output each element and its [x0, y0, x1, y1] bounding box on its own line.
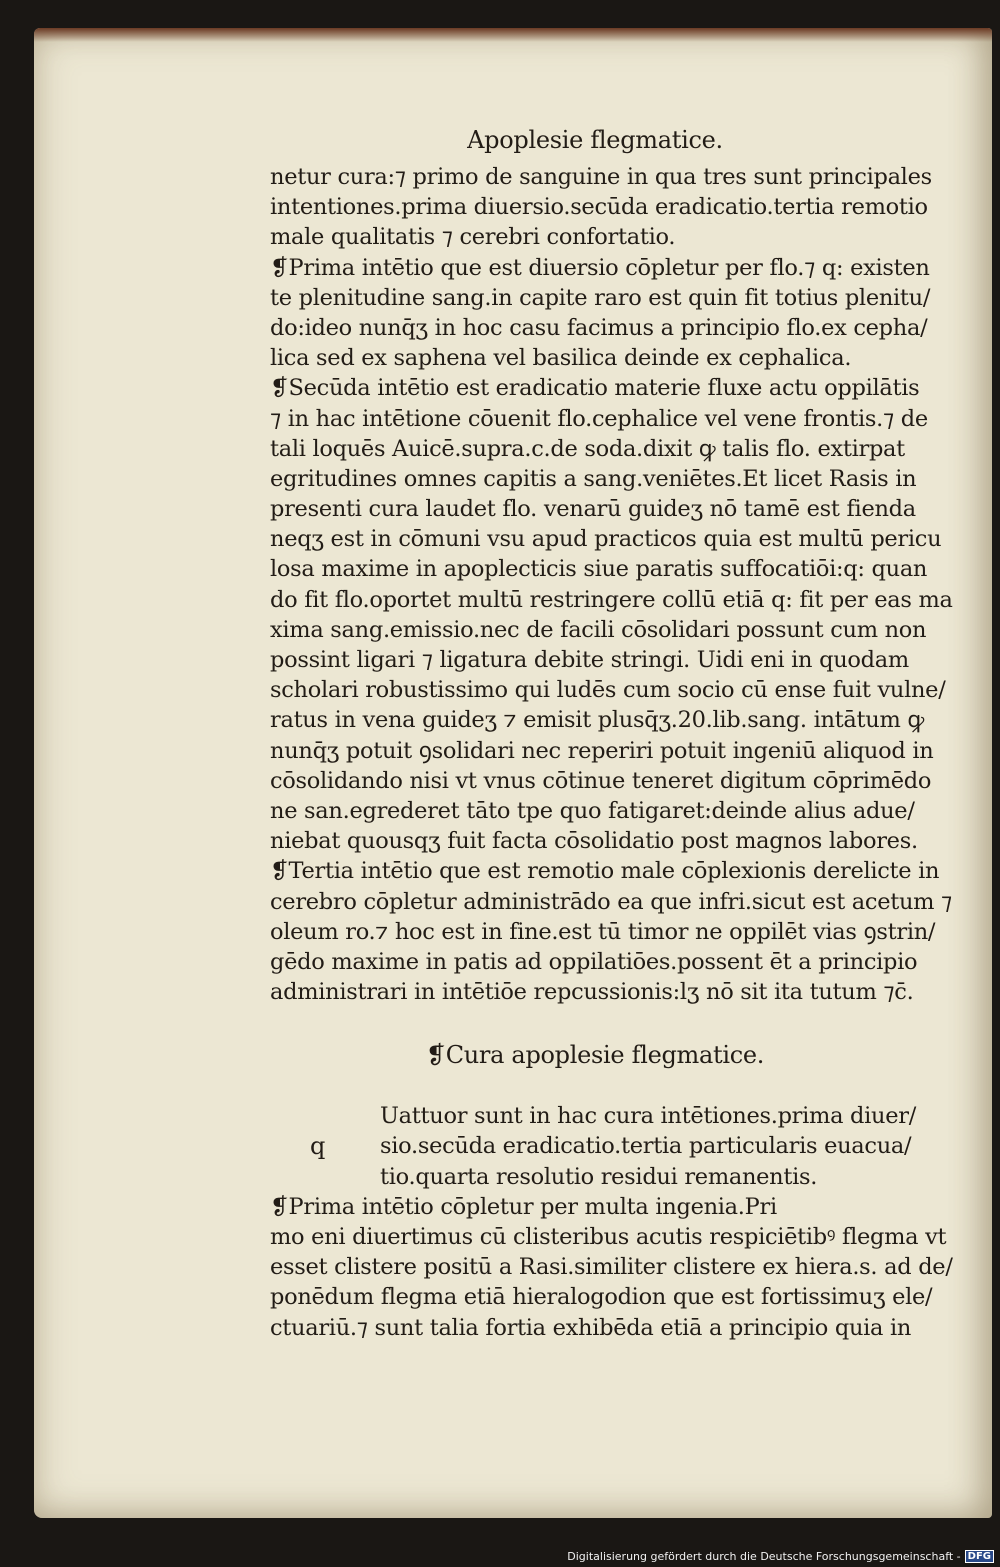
- text-line: oleum ro.⁊ hoc est in fine.est tū timor ne oppilēt vias ꝯstrin/: [270, 918, 936, 945]
- text-line: cōsolidando nisi vt vnus cōtinue teneret digitum cōprimēdo: [270, 767, 932, 794]
- text-line: ne san.egrederet tāto tpe quo fatigaret:deinde alius adue/: [270, 797, 915, 824]
- footer-credit: [567, 1550, 994, 1563]
- book-page: [34, 28, 992, 1518]
- text-line: neqʒ est in cōmuni vsu apud practicos quia est multū pericu: [270, 526, 942, 553]
- text-line: intentiones.prima diuersio.secūda eradicatio.tertia remotio: [270, 194, 928, 221]
- text-line: te plenitudine sang.in capite raro est quin fit totius plenitu/: [270, 284, 931, 311]
- text-line: do fit flo.oportet multū restringere collū etiā q: fit per eas ma: [270, 586, 953, 613]
- text-line: tio.quarta resolutio residui remanentis.: [380, 1163, 818, 1190]
- initial-letter: q: [310, 1132, 326, 1161]
- text-line: losa maxime in apoplecticis siue paratis suffocatiōi:q: quan: [270, 556, 928, 583]
- text-line: ⁊ in hac intētione cōuenit flo.cephalice vel vene frontis.⁊ de: [270, 405, 928, 432]
- text-line: scholari robustissimo qui ludēs cum socio cū ense fuit vulne/: [270, 677, 946, 704]
- text-line: cerebro cōpletur administrādo ea que infri.sicut est acetum ⁊: [270, 888, 952, 915]
- paragraph-2: [380, 1101, 960, 1192]
- text-line: netur cura:⁊ primo de sanguine in qua tres sunt principales: [270, 164, 932, 190]
- paragraph-3: [270, 1192, 960, 1343]
- text-line: ratus in vena guideʒ ⁊ emisit plusq̄ʒ.20.lib.sang. intātum ꝙ: [270, 707, 924, 734]
- text-line: Uattuor sunt in hac cura intētiones.prima diuer/: [380, 1103, 916, 1130]
- section-title: ❡Cura apoplesie flegmatice.: [425, 1041, 765, 1070]
- paragraph-1: [270, 162, 960, 1007]
- text-line: administrari in intētiōe repcussionis:lʒ nō sit ita tutum ⁊c̄.: [270, 979, 914, 1006]
- indented-paragraph: [270, 1101, 960, 1192]
- text-line: egritudines omnes capitis a sang.veniētes.Et licet Rasis in: [270, 465, 917, 492]
- text-line: possint ligari ⁊ ligatura debite stringi. Uidi eni in quodam: [270, 647, 909, 673]
- text-line: mo eni diuertimus cū clisteribus acutis respiciētibꝰ flegma vt: [270, 1224, 947, 1250]
- footer-text: Digitalisierung gefördert durch die Deutsche Forschungsgemeinschaft -: [567, 1550, 961, 1563]
- running-header: Apoplesie flegmatice.: [467, 126, 723, 154]
- text-line: ctuariū.⁊ sunt talia fortia exhibēda etiā a principio quia in: [270, 1314, 912, 1341]
- text-line: sio.secūda eradicatio.tertia particularis euacua/: [380, 1133, 912, 1160]
- text-line: lica sed ex saphena vel basilica deinde ex cephalica.: [270, 345, 852, 372]
- text-line: gēdo maxime in patis ad oppilatiōes.possent ēt a principio: [270, 948, 918, 975]
- text-line: niebat quousqʒ fuit facta cōsolidatio post magnos labores.: [270, 828, 918, 855]
- page-text-block: [270, 120, 960, 1343]
- text-line: ❡Secūda intētio est eradicatio materie fluxe actu oppilātis: [270, 375, 920, 402]
- text-line: esset clistere positū a Rasi.similiter clistere ex hiera.s. ad de/: [270, 1254, 953, 1281]
- text-line: male qualitatis ⁊ cerebri confortatio.: [270, 224, 676, 251]
- text-line: ❡Tertia intētio que est remotio male cōplexionis derelicte in: [270, 858, 940, 885]
- text-line: xima sang.emissio.nec de facili cōsolidari possunt cum non: [270, 616, 927, 643]
- text-line: nunq̄ʒ potuit ꝯsolidari nec reperiri potuit ingeniū aliquod in: [270, 737, 934, 764]
- text-line: tali loquēs Auicē.supra.c.de soda.dixit ꝙ talis flo. extirpat: [270, 435, 905, 462]
- text-line: presenti cura laudet flo. venarū guideʒ nō tamē est fienda: [270, 496, 916, 523]
- text-line: ponēdum flegma etiā hieralogodion que est fortissimuʒ ele/: [270, 1284, 933, 1311]
- text-line: do:ideo nunq̄ʒ in hoc casu facimus a principio flo.ex cepha/: [270, 314, 928, 341]
- text-line: ❡Prima intētio que est diuersio cōpletur per flo.⁊ q: existen: [270, 254, 930, 281]
- text-line: ❡Prima intētio cōpletur per multa ingenia.Pri: [270, 1193, 777, 1220]
- dfg-logo: DFG: [965, 1550, 994, 1563]
